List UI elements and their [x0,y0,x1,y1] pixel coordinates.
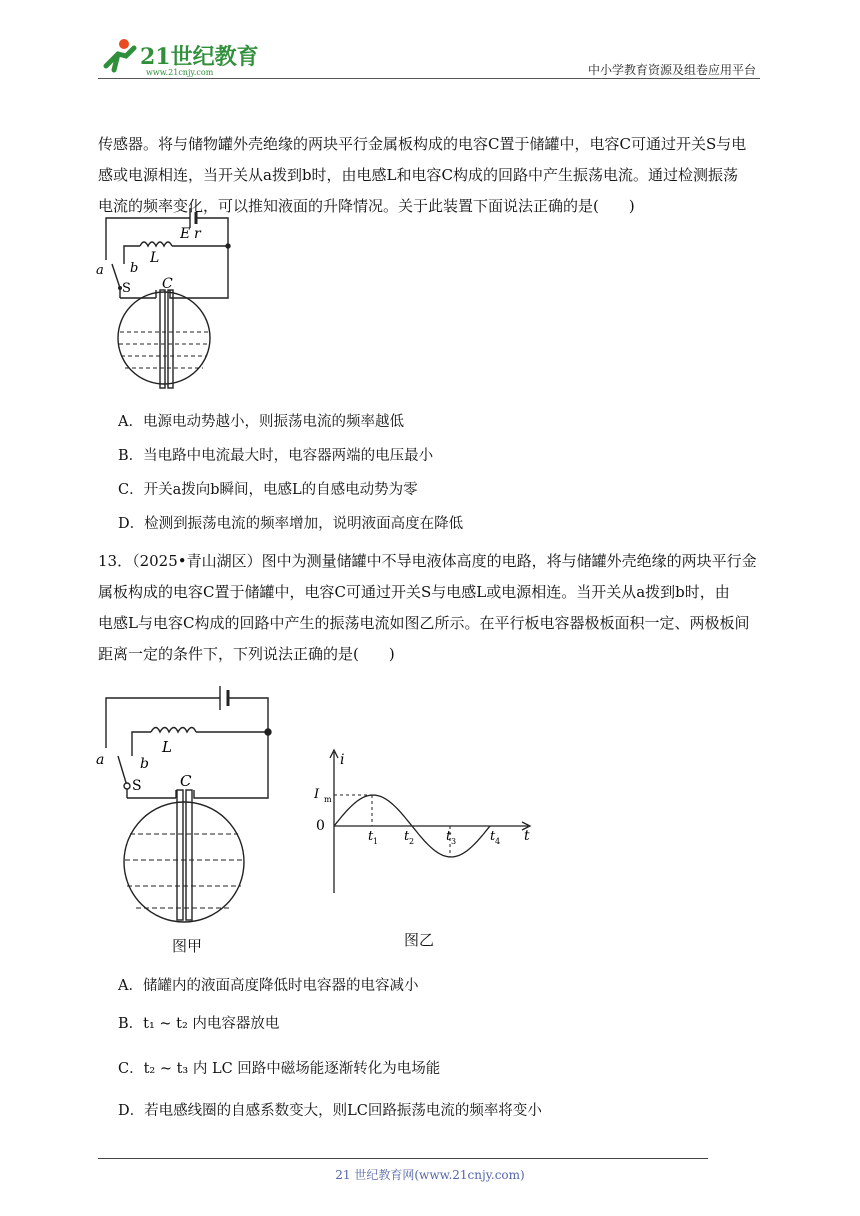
fig1-caption: 图甲 [172,937,203,955]
header-divider [98,78,760,79]
label-b: b [130,261,139,276]
site-logo [96,36,266,78]
q12-option-a: A．电源电动势越小，则振荡电流的频率越低 [118,414,404,430]
label-r: r [194,226,201,242]
tick-t3-sub: 3 [451,837,457,846]
logo-text: 21世纪教育 [140,44,259,70]
label-Im: I [314,787,320,802]
q12-option-b: B．当电路中电流最大时，电容器两端的电压最小 [118,448,434,464]
label-S: S [122,281,131,296]
q12-line-3: 电流的频率变化，可以推知液面的升降情况。关于此装置下面说法正确的是( ) [98,197,635,215]
q13-option-b: B．t₁ ~ t₂ 内电容器放电 [118,1016,280,1032]
fig1-label-b: b [140,756,149,772]
label-Im-sub: m [324,795,332,804]
q12-line-2: 感或电源相连，当开关从a拨到b时，由电感L和电容C构成的回路中产生振荡电流。通过检测振荡 [98,166,738,184]
fig2-caption: 图乙 [404,931,435,949]
fig1-label-L: L [162,738,172,756]
q13-line-1: 13．（2025•青山湖区）图中为测量储罐中不导电液体高度的电路，将与储罐外壳绝缘的两块平行金 [98,552,757,570]
fig1-label-S: S [132,778,142,794]
label-zero: 0 [316,818,325,834]
header-platform-name: 中小学教育资源及组卷应用平台 [587,63,756,77]
tick-t1-sub: 1 [373,837,379,846]
runner-icon [106,39,134,70]
footer-text[interactable]: 21 世纪教育网(www.21cnjy.com) [335,1168,525,1182]
label-C: C [162,276,173,292]
label-E: E [180,226,191,242]
tick-t2: t [404,829,410,844]
tick-t3: t [446,829,452,844]
tick-t1: t [368,829,374,844]
tick-t2-sub: 2 [409,837,415,846]
q13-fig1-circuit [92,678,282,928]
q12-option-c: C．开关a拨向b瞬间，电感L的自感电动势为零 [118,482,418,498]
logo-url: www.21cnjy.com [146,68,214,77]
fig1-label-C: C [180,772,192,790]
q13-option-a: A．储罐内的液面高度降低时电容器的电容减小 [118,978,419,994]
q12-circuit-diagram [92,198,242,398]
footer-divider [98,1158,708,1159]
q13-option-d: D．若电感线圈的自感系数变大，则LC回路振荡电流的频率将变小 [118,1103,542,1119]
axis-label-t: t [524,828,530,844]
axis-label-i: i [340,752,345,768]
label-a: a [96,263,104,278]
q13-line-2: 属板构成的电容C置于储罐中，电容C可通过开关S与电感L或电源相连。当开关从a拨到b时，由 [98,583,730,601]
label-L: L [150,250,160,266]
fig1-label-a: a [96,752,105,768]
tick-t4: t [490,829,496,844]
q12-option-d: D．检测到振荡电流的频率增加，说明液面高度在降低 [118,516,464,532]
q13-fig2-graph [300,748,540,898]
q13-option-c: C．t₂ ~ t₃ 内 LC 回路中磁场能逐渐转化为电场能 [118,1061,441,1077]
q13-line-3: 电感L与电容C构成的回路中产生的振荡电流如图乙所示。在平行板电容器极板面积一定、两极板间 [98,614,750,632]
q12-line-1: 传感器。将与储物罐外壳绝缘的两块平行金属板构成的电容C置于储罐中，电容C可通过开关S与电 [98,135,747,153]
q13-line-4: 距离一定的条件下，下列说法正确的是( ) [98,645,395,663]
q13-stem [98,546,764,670]
tick-t4-sub: 4 [495,837,501,846]
